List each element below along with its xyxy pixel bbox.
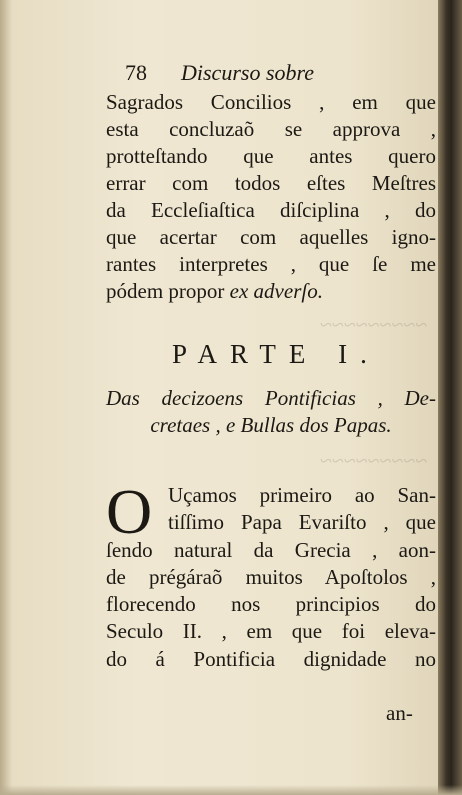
page-edge xyxy=(438,0,462,795)
text-line: errar com todos eſtes Meſtres xyxy=(106,171,436,195)
text-line: da Eccleſiaſtica diſciplina , do xyxy=(106,198,436,222)
text-line: Uçamos primeiro ao San- xyxy=(168,483,436,507)
text-line: florecendo nos principios do xyxy=(106,592,436,617)
section-title-line: cretaes , e Bullas dos Papas. xyxy=(150,413,392,437)
show-through-text: ~~~~~~~~~ xyxy=(320,312,428,337)
text-line: rantes interpretes , que ſe me xyxy=(106,252,436,276)
text-line: Sagrados Concilios , em que xyxy=(106,90,436,114)
drop-cap: O xyxy=(106,476,153,547)
text-line: esta concluzaõ se approva , xyxy=(106,117,436,141)
text-line: Seculo II. , em que foi eleva- xyxy=(106,619,436,644)
text-line: tiſſimo Papa Evariſto , que xyxy=(168,510,436,535)
text-line: do á Pontificia dignidade no xyxy=(106,646,436,671)
text-line xyxy=(106,278,436,305)
text-italic: ex adverſo. xyxy=(229,279,323,303)
running-header xyxy=(125,60,314,86)
body-paragraph xyxy=(106,476,436,673)
intro-paragraph xyxy=(106,89,436,305)
section-title-line: Das decizoens Pontificias , De- xyxy=(106,386,436,410)
part-heading: PARTE I. xyxy=(172,339,380,369)
text-line: protteſtando que antes quero xyxy=(106,144,436,168)
text-line: que acertar com aquelles igno- xyxy=(106,225,436,249)
page-number: 78 xyxy=(125,60,147,85)
running-head-title: Discurso sobre xyxy=(181,60,315,85)
bottom-shadow xyxy=(0,785,462,795)
catchword: an- xyxy=(386,701,413,725)
text-roman: pódem propor xyxy=(106,279,230,303)
text-line: ſendo natural da Grecia , aon- xyxy=(106,537,436,562)
show-through-text: ~~~~~~~~~ xyxy=(320,448,428,473)
spine-shadow xyxy=(0,0,12,795)
text-line: de prégáraõ muitos Apoſtolos , xyxy=(106,564,436,589)
section-title xyxy=(106,385,436,439)
